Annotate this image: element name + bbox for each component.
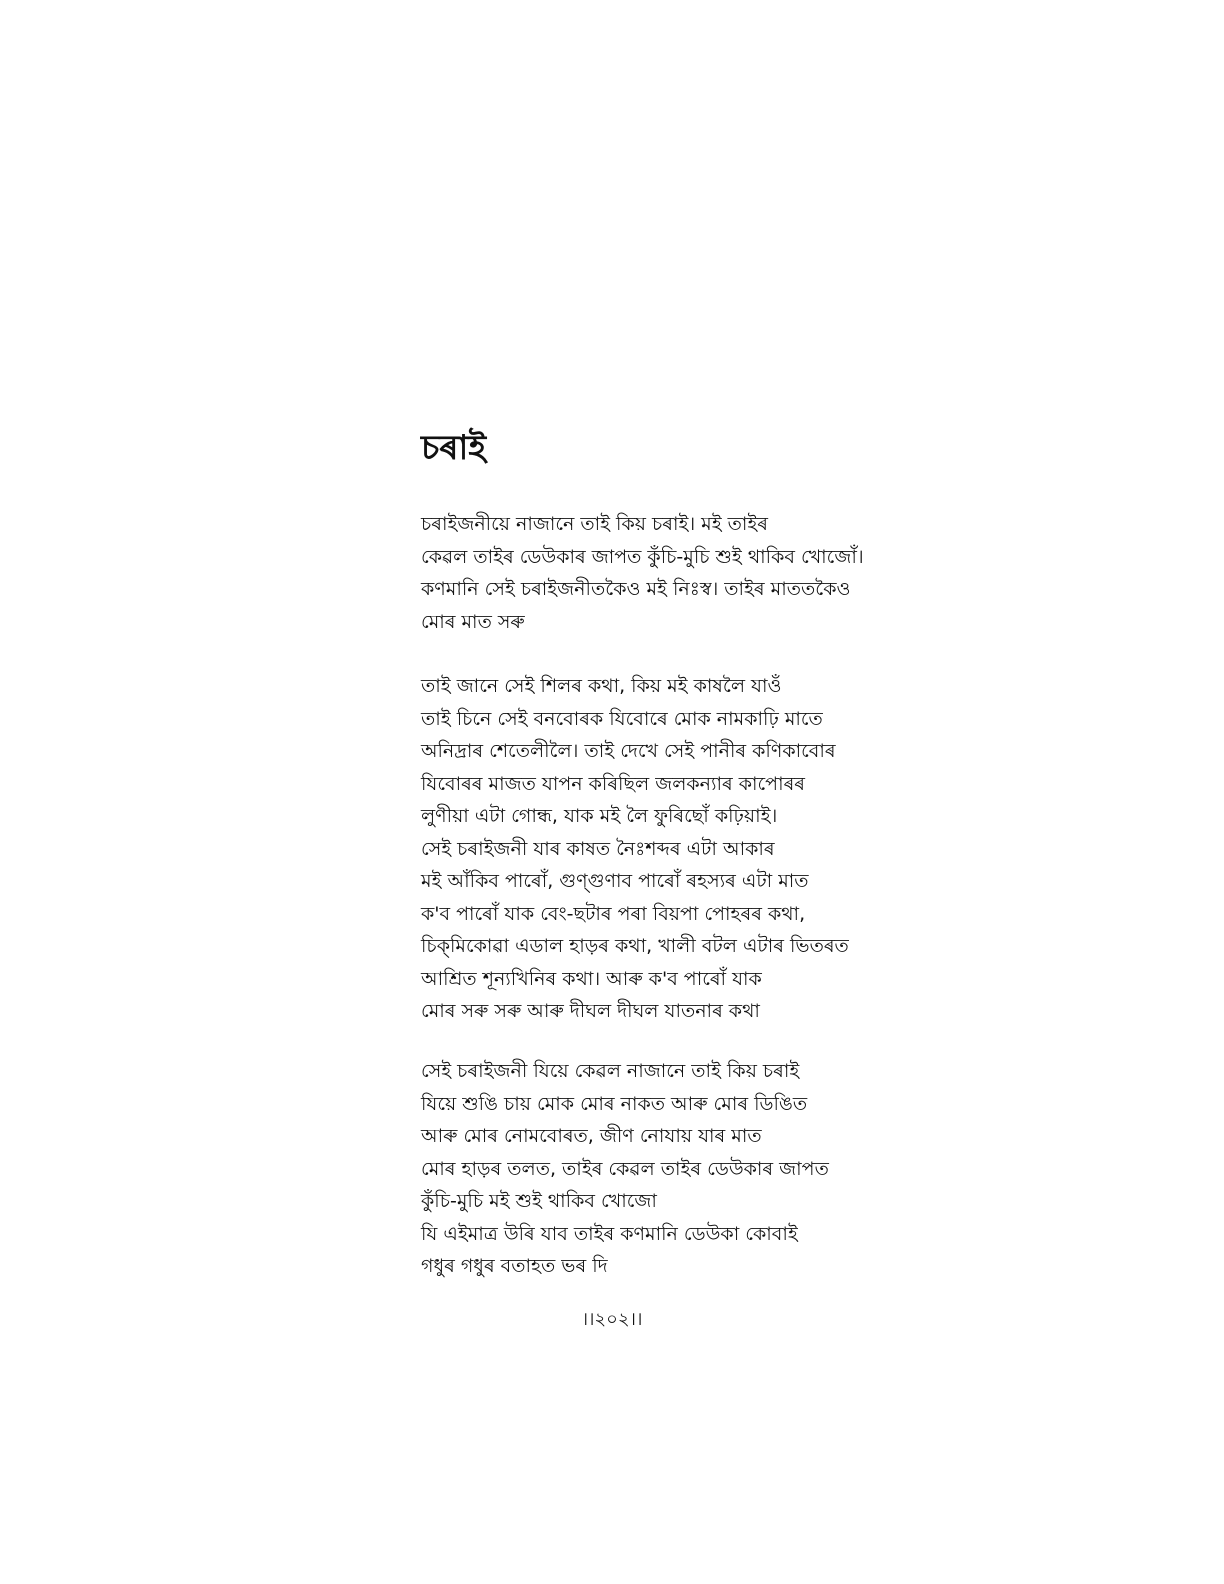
poem-line: তাই চিনে সেই বনবোৰক যিবোৰে মোক নামকাঢ়ি মাতে (421, 707, 823, 730)
poem-line: মই আঁকিব পাৰোঁ, গুণ্‌গুণাব পাৰোঁ ৰহস্যৰ এটা মাত (421, 870, 809, 892)
poem-line: তাই জানে সেই শিলৰ কথা, কিয় মই কাষলৈ যাওঁ (421, 675, 782, 697)
poem-line: কেৱল তাইৰ ডেউকাৰ জাপত কুঁচি-মুচি শুই থাকিব খোজোঁ। (421, 545, 864, 568)
poem-line: মোৰ মাত সৰু (421, 610, 525, 633)
poem-line: যি এইমাত্ৰ উৰি যাব তাইৰ কণমানি ডেউকা কোবাই (421, 1222, 798, 1245)
stanza-2 (421, 670, 849, 1028)
poem-line: কুঁচি-মুচি মই শুই থাকিব খোজো (421, 1190, 657, 1212)
poem-line: যিবোৰৰ মাজত যাপন কৰিছিল জলকন্যাৰ কাপোৰৰ (421, 772, 805, 795)
poem-line: কণমানি সেই চৰাইজনীতকৈও মই নিঃস্ব। তাইৰ মাততকৈও (421, 578, 851, 600)
poem-line: চৰাইজনীয়ে নাজানে তাই কিয় চৰাই। মই তাইৰ (421, 513, 769, 535)
poem-line: যিয়ে শুঙি চায় মোক মোৰ নাকত আৰু মোৰ ডিঙিত (421, 1092, 808, 1115)
poem-line: লুণীয়া এটা গোন্ধ, যাক মই লৈ ফুৰিছোঁ কঢ়িয়াই। (421, 805, 778, 827)
poem-line: মোৰ হাড়ৰ তলত, তাইৰ কেৱল তাইৰ ডেউকাৰ জাপত (421, 1157, 829, 1180)
poem-line: চিক্‌মিকোৱা এডাল হাড়ৰ কথা, খালী বটল এটাৰ ভিতৰত (421, 935, 849, 957)
poem-line: সেই চৰাইজনী যাৰ কাষত নৈঃশব্দৰ এটা আকাৰ (421, 837, 775, 860)
page-number: ।।২০২।। (581, 1309, 643, 1330)
poem-line: গধুৰ গধুৰ বতাহত ভৰ দি (421, 1255, 608, 1277)
stanza-3 (421, 1055, 829, 1283)
poem-line: অনিদ্ৰাৰ শেতেলীলৈ। তাই দেখে সেই পানীৰ কণিকাবোৰ (421, 740, 836, 762)
poem-line: আশ্ৰিত শূন্যখিনিৰ কথা। আৰু ক'ব পাৰোঁ যাক (421, 967, 762, 990)
poem-line: ক'ব পাৰোঁ যাক বেং-ছটাৰ পৰা বিয়পা পোহৰৰ কথা, (421, 902, 806, 925)
poem-line: মোৰ সৰু সৰু আৰু দীঘল দীঘল যাতনাৰ কথা (421, 1000, 760, 1022)
poem-title: চৰাই (421, 428, 487, 468)
stanza-1 (421, 508, 864, 638)
poem-line: সেই চৰাইজনী যিয়ে কেৱল নাজানে তাই কিয় চৰাই (421, 1060, 800, 1082)
poem-line: আৰু মোৰ নোমবোৰত, জীণ নোযায় যাৰ মাত (421, 1125, 762, 1147)
